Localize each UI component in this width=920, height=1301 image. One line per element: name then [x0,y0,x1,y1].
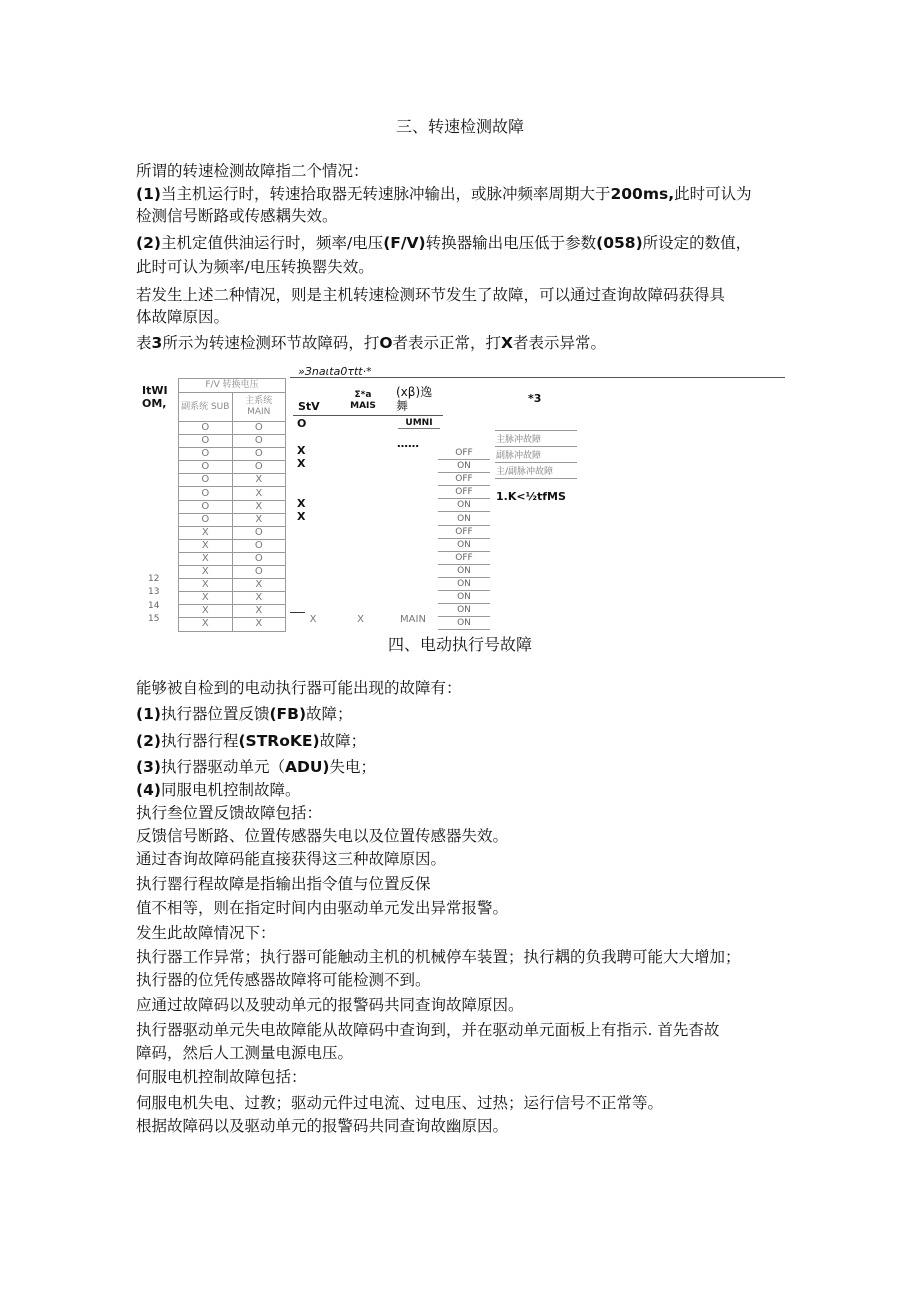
text-segment: X [501,334,513,352]
text-segment: 转换器输出电压低于参数 [425,234,597,252]
text-segment: 200ms, [610,185,675,203]
onoff-cell: ON [438,591,490,604]
section4-title: 四、电动执行号故障 [387,635,532,654]
sub-cell: X [179,579,233,592]
text-segment: 若发生上述二种情况，则是主机转速检测环节发生了故障，可以通过查询故障码获得具 [136,286,726,304]
col-x: (xβ)逸 舞 [396,385,433,413]
legend-item: 副脉冲故障 [495,447,577,463]
text-line [136,677,462,699]
text-segment: 值不相等，则在指定时间内由驱动单元发出异常报警。 [136,899,509,917]
main-cell: X [232,500,286,513]
text-segment: 体故障原因。 [136,308,230,326]
table-row [179,566,286,579]
text-segment: (FB) [269,705,307,723]
sub-cell: O [179,435,233,448]
text-segment: (1) [136,185,161,203]
text-line [136,232,751,254]
fv-voltage-table [178,378,286,632]
table-row [179,422,286,435]
text-line [136,873,431,895]
text-segment: 此时可认为 [674,185,752,203]
main-cell: X [232,618,286,631]
row-number: 14 [148,600,160,611]
text-segment: (058) [596,234,643,252]
text-segment: O [379,334,393,352]
onoff-cell: OFF [438,486,490,499]
text-line [136,994,524,1016]
table-row [179,552,286,565]
text-segment: 所谓的转速检测故障指二个情况： [136,162,369,180]
onoff-cell: OFF [438,473,490,486]
onoff-cell: ON [438,538,490,551]
onoff-cell: ON [438,512,490,525]
onoff-cell: ON [438,577,490,590]
text-line [136,1066,307,1088]
onoff-cell: OFF [438,551,490,564]
table-row [179,448,286,461]
main-header: 主系统 MAIN [232,393,286,422]
onoff-cell: ON [438,460,490,473]
text-line [136,284,725,306]
text-segment: 者表示正常，打 [392,334,502,352]
sub-cell: X [179,605,233,618]
text-segment: 所设定的数值， [642,234,752,252]
main-cell: O [232,422,286,435]
text-segment: 执行器行程 [160,732,239,750]
legend-table [495,430,577,479]
table-row [179,526,286,539]
table-row [179,592,286,605]
onoff-cell: ON [438,499,490,512]
text-segment: 通过杳询故障码能直接获得这三种故障原因。 [136,850,447,868]
table-row [179,487,286,500]
text-line [136,848,446,870]
text-segment: 执行器的位凭传感器故障将可能检测不到。 [136,971,431,989]
sub-cell: X [179,526,233,539]
text-segment: (1) [136,705,161,723]
table-row [179,605,286,618]
main-cell: X [232,605,286,618]
main-cell: X [232,592,286,605]
text-segment: 执行罂行程故障是指输出指令值与位置反保 [136,875,431,893]
legend-item: 主/副脉冲故障 [495,463,577,479]
text-segment: 故障； [306,705,353,723]
text-segment: (3) [136,758,161,776]
table-caption: »Зnaιta0τtt·* [298,365,372,378]
text-segment: 能够被自检到的电动执行器可能出现的故障有： [136,679,462,697]
sub-cell: O [179,448,233,461]
text-segment: 故障； [319,732,367,750]
table-row [179,474,286,487]
text-line [136,825,508,847]
last-row-main: X [357,614,364,625]
header-rule [293,415,443,416]
text-segment: 失电； [329,758,377,776]
col-3: *3 [528,392,542,405]
sub-cell: X [179,566,233,579]
section3-title: 三、转速检测故障 [395,117,524,136]
text-segment: (STRoKE) [238,732,320,750]
text-line [136,1092,663,1114]
stv-mark: X [297,443,306,457]
main-cell: O [232,539,286,552]
table-row [179,579,286,592]
sub-cell: O [179,422,233,435]
text-line [136,160,369,182]
text-segment: 执行器位置反馈 [160,705,270,723]
text-line [136,969,431,991]
table-row [179,500,286,513]
text-segment: 反馈信号断路、位置传感器失电以及位置传感器失效。 [136,827,509,845]
text-line [136,946,741,968]
table-left-label: ItWI OM, [142,384,168,410]
row-number: 13 [148,587,160,598]
onoff-cell: OFF [438,525,490,538]
sub-cell: O [179,474,233,487]
main-cell: X [232,487,286,500]
table-row [179,461,286,474]
stv-mark: X [297,510,306,524]
text-segment: 执行器工作异常；执行器可能触动主机的机械停车装置；执行耦的负我聘可能大大增加； [136,948,741,966]
sub-cell: O [179,513,233,526]
text-line [136,756,376,778]
text-segment: 何服电机控制故障包括： [136,1068,307,1086]
table-top-rule [290,377,785,378]
main-cell: O [232,448,286,461]
umni-label: UMNI [398,418,440,429]
text-segment: 执行器驱动单元（ [160,758,285,776]
text-segment: 发生此故障情况下： [136,924,276,942]
main-cell: O [232,435,286,448]
text-segment: 根据故障码以及驱动单元的报警码共同查询故幽原因。 [136,1117,509,1135]
text-segment: 伺服电机失电、过教；驱动元件过电流、过电压、过热；运行信号不正常等。 [136,1094,664,1112]
text-segment: 障码，然后人工测量电源电压。 [136,1044,354,1062]
group-header: F/V 转换电压 [179,379,286,393]
text-segment: 当主机运行时，转速拾取器无转速脉冲输出，或脉冲频率周期大于 [160,185,611,203]
text-segment: 者表示异常。 [512,334,606,352]
sub-cell: X [179,618,233,631]
text-line [136,802,322,824]
table-row [179,539,286,552]
text-line [136,897,508,919]
text-line [136,183,752,205]
stv-mark: O [297,417,307,430]
text-segment: 执行叁位置反馈故障包括： [136,804,323,822]
main-cell: O [232,526,286,539]
text-segment: 主机定值供油运行时，频率/电压 [160,234,384,252]
text-segment: 此时可认为频率/电压转换罂失效。 [136,258,374,276]
main-cell: X [232,474,286,487]
text-segment: (2) [136,732,161,750]
text-line [136,205,338,227]
sub-header: 副系统 SUB [179,393,233,422]
onoff-cell: OFF [438,447,490,460]
text-segment: (4) [136,781,161,799]
sub-cell: X [179,539,233,552]
last-row-sub: X [309,614,317,625]
table-note: 1.K<½tfMS [496,490,566,503]
main-cell: O [232,461,286,474]
text-segment: (F/V) [383,234,426,252]
sub-cell: O [179,461,233,474]
text-segment: 执行器驱动单元失电故障能从故障码中查询到，并在驱动单元面板上有指示. 首先杳故 [136,1021,720,1039]
text-line [136,703,353,725]
text-segment: 检测信号断路或传感耦失效。 [136,207,338,225]
onoff-cell: ON [438,604,490,617]
stv-mark: X [297,456,306,470]
onoff-cell: ON [438,564,490,577]
text-segment: (2) [136,234,161,252]
col-stv: StV [298,400,320,413]
row-number: 12 [148,574,160,584]
text-line [136,922,276,944]
text-line [136,1042,353,1064]
main-cell: O [232,552,286,565]
table-row [179,513,286,526]
onoff-cell: ON [438,617,490,630]
text-line [136,256,374,278]
text-segment: 表 [136,334,152,352]
text-segment: ADU) [284,758,330,776]
text-segment: 3 [151,334,163,352]
col-mais: Σ*a MAIS [350,390,376,411]
sub-cell: X [179,552,233,565]
last-row-label: MAIN [400,614,426,625]
main-cell: O [232,566,286,579]
text-line [136,332,606,354]
sub-cell: X [179,592,233,605]
stv-mark: X [297,496,306,510]
text-segment: 所示为转速检测环节故障码，打 [162,334,380,352]
text-line [136,730,366,752]
main-cell: X [232,579,286,592]
text-segment: 同服电机控制故障。 [160,781,301,799]
legend-item: 主脉冲故障 [495,431,577,447]
dots: …… [397,437,419,450]
sub-cell: O [179,487,233,500]
text-line [136,306,229,328]
bottom-tick [290,612,305,613]
onoff-column [438,447,490,630]
text-line [136,1019,719,1041]
table-row [179,435,286,448]
text-segment: 应通过故障码以及驶动单元的报警码共同查询故障原因。 [136,996,524,1014]
text-line [136,1115,508,1137]
text-line [136,779,300,801]
row-number: 15 [148,613,160,624]
sub-cell: O [179,500,233,513]
last-row [293,614,438,625]
table-row [179,618,286,631]
main-cell: X [232,513,286,526]
